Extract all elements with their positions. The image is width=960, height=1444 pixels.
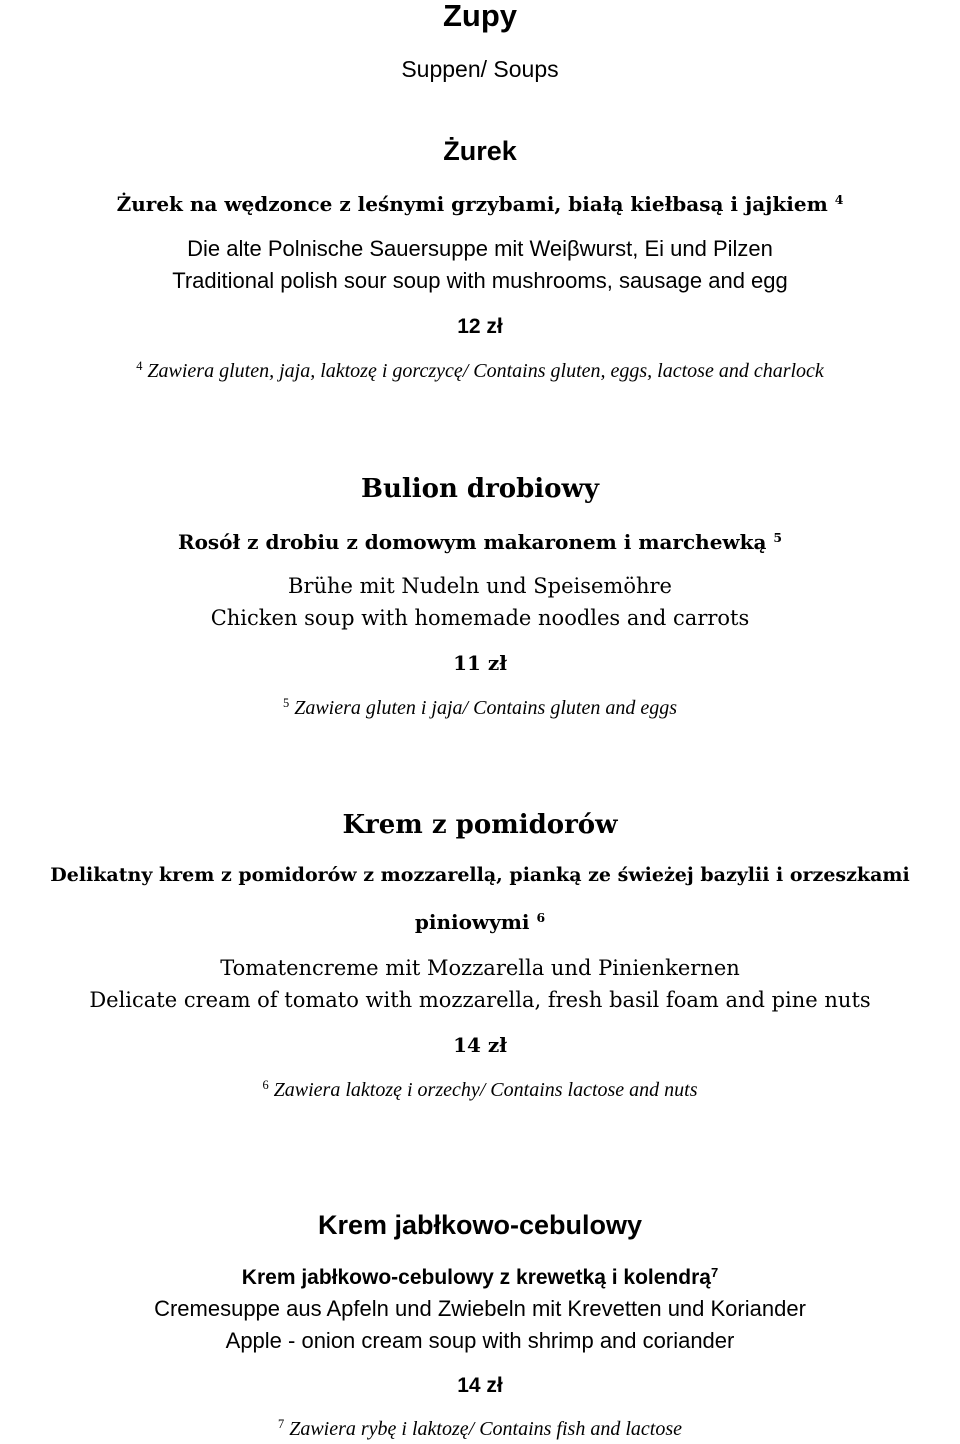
page-title: Zupy	[442, 0, 518, 33]
dish-description: Żurek na wędzonce z leśnymi grzybami, białą kiełbasą i jajkiem $^4$	[116, 192, 844, 216]
dish-english: Traditional polish sour soup with mushrooms, sausage and egg	[172, 268, 788, 293]
dish-description: Delikatny krem z pomidorów z mozzarellą, pianką ze świeżej bazylii i orzeszkami	[50, 864, 910, 886]
dish-allergens: $^5$ Zawiera gluten i jaja/ Contains gluten and eggs	[283, 696, 677, 719]
dish-name: Krem z pomidorów	[342, 810, 618, 840]
dish-name: Bulion drobiowy	[360, 474, 600, 504]
dish-allergens: $^7$ Zawiera rybę i laktozę/ Contains fish and lactose	[278, 1417, 682, 1440]
allergen-marker: 5	[773, 530, 783, 546]
allergen-marker: 4	[834, 192, 844, 208]
dish-german: Brühe mit Nudeln und Speisemöhre	[288, 574, 672, 598]
dish-english: Chicken soup with homemade noodles and carrots	[210, 606, 750, 630]
page-subtitle: Suppen/ Soups	[401, 56, 559, 82]
dish-description: Krem jabłkowo-cebulowy z krewetką i kolendrą$^7$	[241, 1265, 719, 1290]
dish-name: Krem jabłkowo-cebulowy	[317, 1210, 643, 1240]
dish-description-cont: piniowymi $^6$	[414, 910, 546, 934]
dish-german: Cremesuppe aus Apfeln und Zwiebeln mit Krevetten und Koriander	[154, 1296, 806, 1321]
dish-price: 12 zł	[457, 315, 503, 338]
dish-price: 14 zł	[453, 1033, 507, 1057]
dish-german: Tomatencreme mit Mozzarella und Pinienkernen	[220, 956, 740, 980]
dish-english: Apple - onion cream soup with shrimp and coriander	[225, 1328, 735, 1353]
dish-price: 14 zł	[457, 1374, 503, 1397]
dish-description: Rosół z drobiu z domowym makaronem i marchewką $^5$	[177, 530, 783, 554]
dish-name: Żurek	[443, 136, 517, 166]
dish-price: 11 zł	[453, 651, 507, 675]
dish-allergens: $^6$ Zawiera laktozę i orzechy/ Contains lactose and nuts	[262, 1078, 698, 1101]
dish-allergens: $^4$ Zawiera gluten, jaja, laktozę i gorczycę/ Contains gluten, eggs, lactose and charlock	[136, 359, 824, 382]
dish-english: Delicate cream of tomato with mozzarella, fresh basil foam and pine nuts	[89, 988, 871, 1012]
allergen-marker: 7	[710, 1265, 719, 1280]
allergen-marker: 6	[536, 910, 546, 926]
dish-german: Die alte Polnische Sauersuppe mit Weiβwurst, Ei und Pilzen	[187, 236, 773, 261]
